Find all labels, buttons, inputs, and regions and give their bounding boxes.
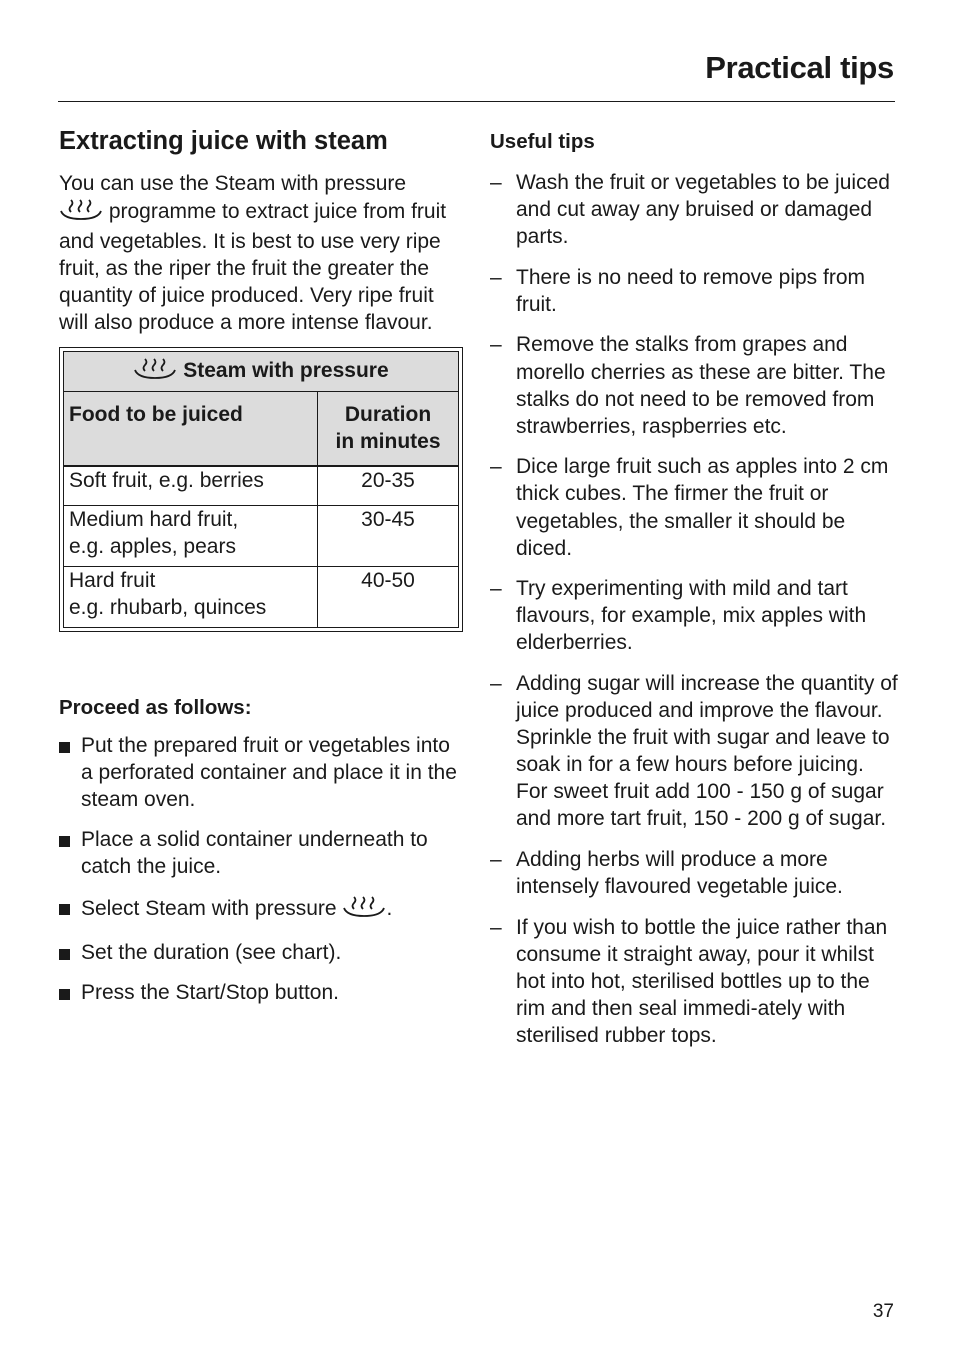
dash-bullet: – (490, 171, 502, 194)
right-column (490, 128, 900, 1063)
list-item: – Remove the stalks from grapes and morello cherries as these are bitter. The stalks do not need to be removed from strawberries, raspberries etc. (490, 333, 886, 438)
dash-bullet: – (490, 265, 502, 289)
dash-bullet: – (490, 577, 502, 601)
intro-paragraph (59, 170, 464, 337)
dash-bullet: – (490, 915, 502, 939)
list-item: Press the Start/Stop button. (59, 979, 464, 1006)
steam-with-pressure-icon (342, 894, 386, 925)
table-row (64, 505, 459, 566)
bullet-square-icon (59, 949, 70, 960)
table-row (64, 566, 459, 627)
bullet-square-icon (59, 836, 70, 847)
food-cell: Medium hard fruit, e.g. apples, pears (64, 505, 318, 566)
dash-bullet: – (490, 333, 502, 357)
table-title-cell (64, 351, 459, 391)
duration-cell: 30-45 (318, 505, 459, 566)
tips-list (490, 169, 900, 1049)
list-item: Select Steam with pressure . (59, 894, 464, 925)
list-item: – Adding herbs will produce a more intensely flavoured vegetable juice. (490, 848, 843, 899)
bullet-square-icon (59, 989, 70, 1000)
tips-heading: Useful tips (490, 130, 595, 153)
duration-header-line1: Duration (344, 402, 432, 426)
bullet-square-icon (59, 742, 70, 753)
list-item: – Dice large fruit such as apples into 2 cm thick cubes. The firmer the fruit or vegetables, the smaller it should be diced. (490, 455, 889, 560)
intro-text-2: programme to extract juice from fruit and vegetables. It is best to use very ripe fruit, as the riper the fruit the greater the quantity of juice produced. Very ripe fruit will also produce a more intense flavour. (59, 200, 447, 335)
steps-list (59, 732, 464, 1007)
left-column (59, 125, 464, 1020)
duration-cell: 40-50 (318, 566, 459, 627)
page-number: 37 (872, 1301, 894, 1322)
table-title: Steam with pressure (183, 358, 389, 382)
food-cell: Soft fruit, e.g. berries (64, 466, 318, 506)
bullet-square-icon (59, 904, 70, 915)
intro-text-1: You can use the Steam with pressure (59, 172, 407, 195)
column-header-duration (318, 391, 459, 466)
dash-bullet: – (490, 848, 502, 872)
column-header-food: Food to be juiced (64, 391, 318, 466)
section-heading: Extracting juice with steam (59, 127, 388, 155)
list-item: Put the prepared fruit or vegetables into a perforated container and place it in the steam oven. (59, 732, 464, 813)
duration-header-line2: in minutes (335, 429, 441, 453)
list-item: – Wash the fruit or vegetables to be juiced and cut away any bruised or damaged parts. (490, 171, 890, 249)
food-cell: Hard fruit e.g. rhubarb, quinces (64, 566, 318, 627)
list-item: – Adding sugar will increase the quantity of juice produced and improve the flavour. Sprinkle the fruit with sugar and leave to soak in for a few hours before juicing. For sweet fruit add 100 - 150 g of sugar and more tart fruit, 150 - 200 g of sugar. (490, 672, 898, 831)
list-item: – There is no need to remove pips from fruit. (490, 265, 866, 316)
list-item: Place a solid container underneath to catch the juice. (59, 826, 464, 880)
list-item: Set the duration (see chart). (59, 939, 464, 966)
duration-cell: 20-35 (318, 466, 459, 506)
dash-bullet: – (490, 672, 502, 695)
header-divider (58, 101, 895, 102)
juice-duration-table (59, 347, 463, 632)
list-item: – Try experimenting with mild and tart flavours, for example, mix apples with elderberries. (490, 577, 867, 655)
table-row (64, 466, 459, 506)
dash-bullet: – (490, 455, 502, 479)
steam-with-pressure-icon (133, 356, 177, 387)
steam-with-pressure-icon (59, 197, 103, 228)
proceed-heading: Proceed as follows: (59, 695, 252, 719)
page-title: Practical tips (705, 50, 894, 85)
list-item: – If you wish to bottle the juice rather than consume it straight away, pour it whilst hot into hot, sterilised bottles up to the rim and then seal immedi-ately with sterilised rubber tops. (490, 915, 888, 1048)
